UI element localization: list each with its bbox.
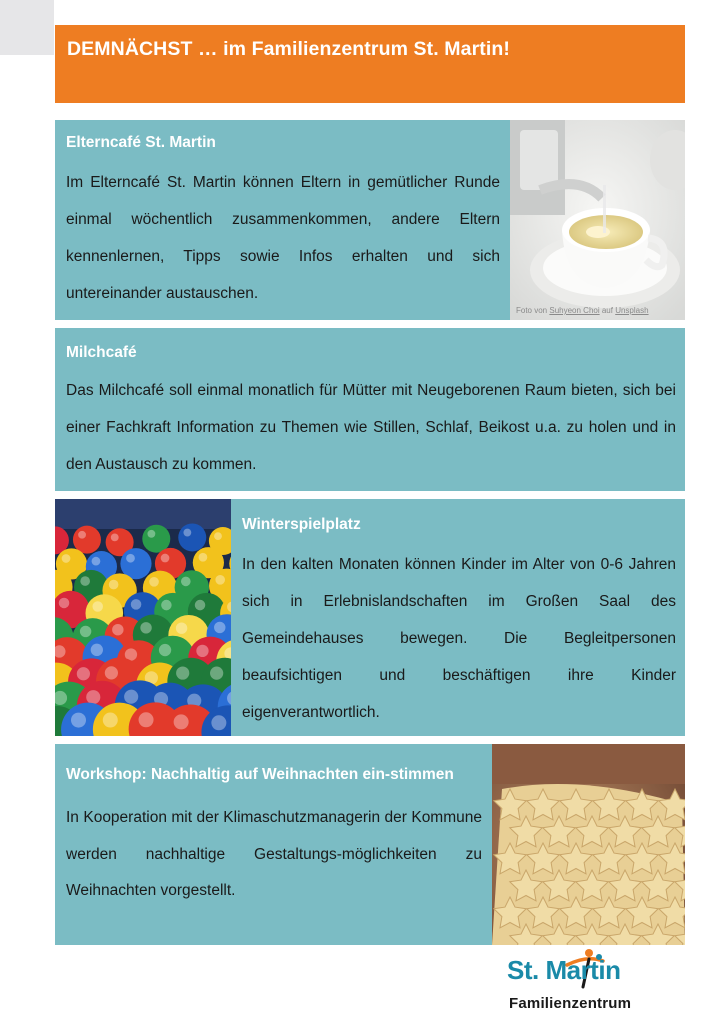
section-milchcafe [55, 328, 685, 491]
tea-cup-photo [510, 120, 685, 320]
st-martin-logo [507, 955, 647, 1017]
page-header [55, 25, 685, 103]
section-text: Das Milchcafé soll einmal monatlich für Mütter mit Neugeborenen Raum bieten, sich bei einer Fachkraft Information zu Themen wie Stillen, Schlaf, Beikost u.a. zu holen und in den Austausch zu kommen. [66, 382, 676, 473]
section-text: In Kooperation mit der Klimaschutzmanagerin der Kommune werden nachhaltige Gestaltungs-möglichkeiten zu Weihnachten vorgestellt. [66, 809, 482, 899]
page-title: DEMNÄCHST … im Familienzentrum St. Martin! [67, 38, 510, 60]
photo-author-link[interactable]: Suhyeon Choi [549, 306, 600, 315]
ball-pit-photo [55, 499, 231, 736]
section-workshop [55, 744, 685, 945]
photo-credit: Foto von Suhyeon Choi auf Unsplash [516, 306, 649, 315]
photo-site-link[interactable]: Unsplash [615, 306, 649, 315]
section-title: Milchcafé [66, 344, 137, 361]
section-text: Im Elterncafé St. Martin können Eltern in gemütlicher Runde einmal wöchentlich zusammenkommen, andere Eltern kennenlernen, Tipps sowie Infos erhalten und sich untereinander austauschen. [66, 174, 500, 302]
section-elterncafe [55, 120, 685, 320]
section-text: In den kalten Monaten können Kinder im Alter von 0-6 Jahren sich in Erlebnislandschaften im Großen Saal des Gemeindehauses bewegen. Die Begleitpersonen beaufsichtigen und beschäftigen ihre Kinder eigenverantwortlich. [242, 556, 676, 721]
section-winterspielplatz [55, 499, 685, 736]
logo-name: St. Martin [507, 955, 621, 985]
corner-tab [0, 0, 54, 55]
star-cookies-photo [492, 744, 685, 945]
section-title: Workshop: Nachhaltig auf Weihnachten ein-stimmen [66, 766, 454, 783]
section-title: Elterncafé St. Martin [66, 134, 216, 151]
section-title: Winterspielplatz [242, 516, 361, 533]
logo-subtitle: Familienzentrum [509, 995, 632, 1012]
